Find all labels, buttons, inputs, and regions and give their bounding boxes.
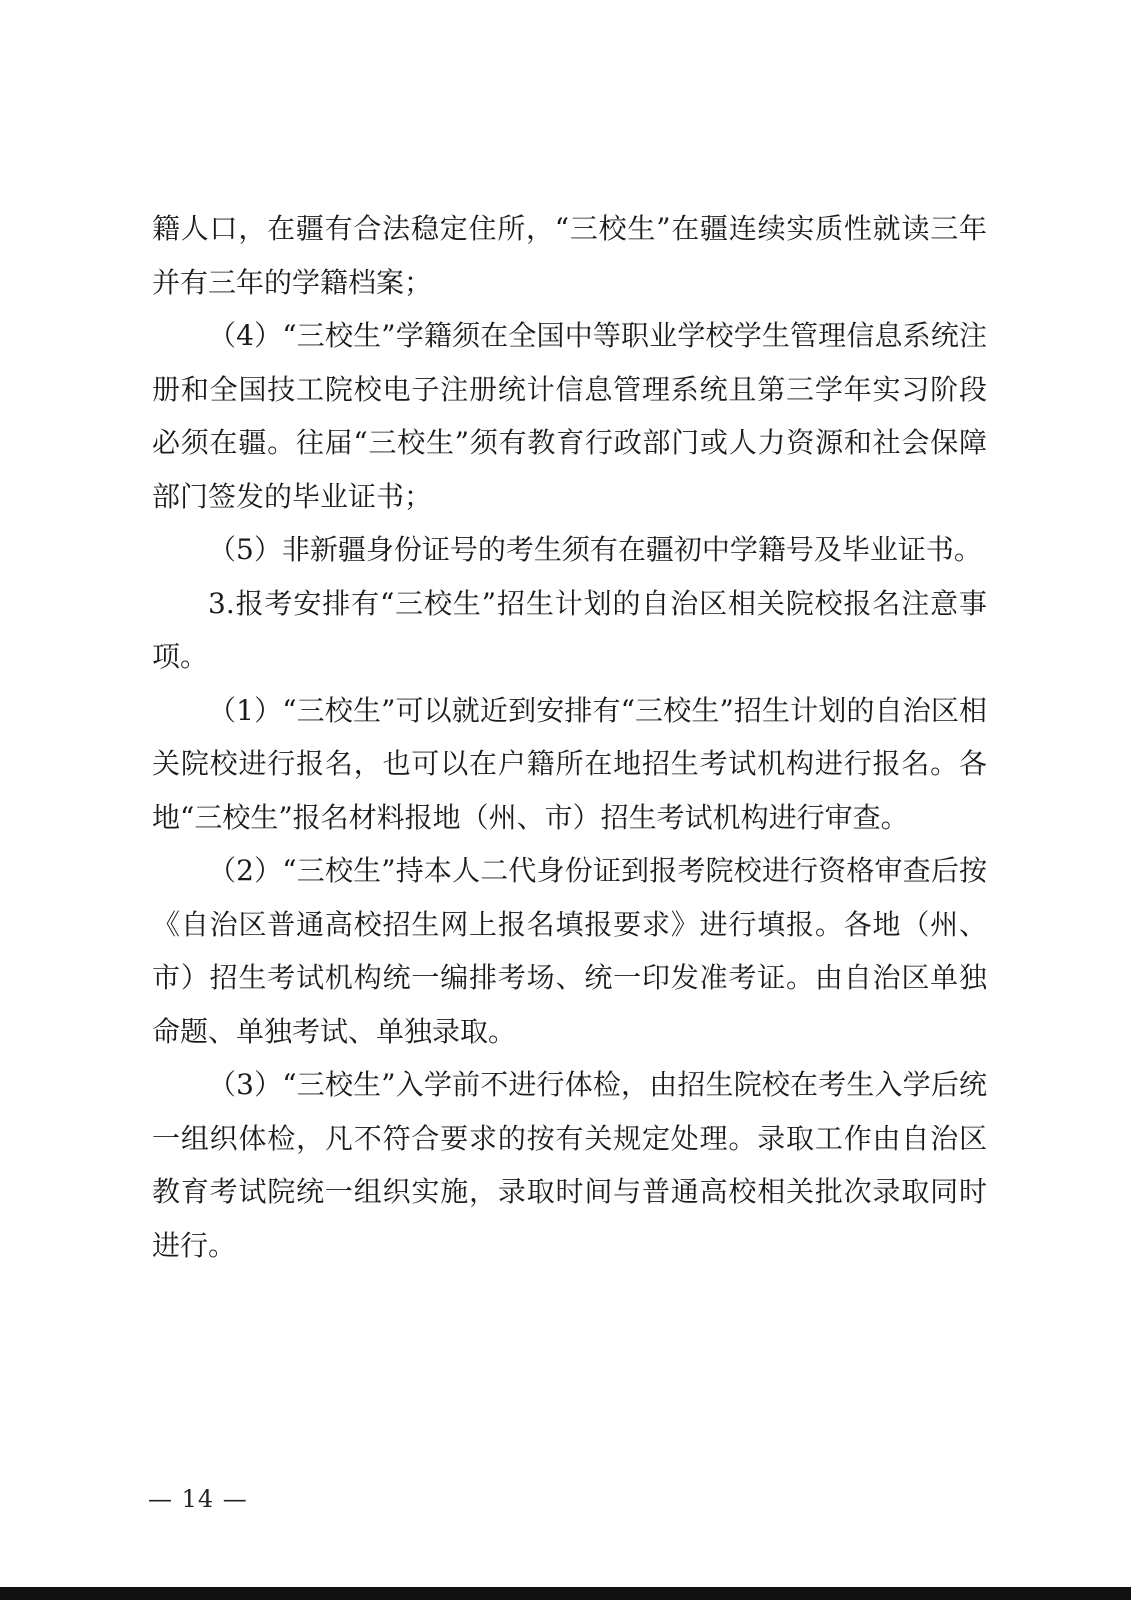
paragraph-item-4: （4）“三校生”学籍须在全国中等职业学校学生管理信息系统注册和全国技工院校电子注册统计信息管理系统且第三学年实习阶段必须在疆。往届“三校生”须有教育行政部门或人力资源和社会保障部门签发的毕业证书； — [152, 319, 987, 513]
document-body — [152, 202, 987, 1272]
paragraph-subitem-2: （2）“三校生”持本人二代身份证到报考院校进行资格审查后按《自治区普通高校招生网上报名填报要求》进行填报。各地（州、市）招生考试机构统一编排考场、统一印发准考证。由自治区单独命题、单独考试、单独录取。 — [152, 854, 987, 1048]
paragraph-continuation: 籍人口，在疆有合法稳定住所，“三校生”在疆连续实质性就读三年并有三年的学籍档案； — [152, 212, 987, 299]
paragraph-subitem-1: （1）“三校生”可以就近到安排有“三校生”招生计划的自治区相关院校进行报名，也可以在户籍所在地招生考试机构进行报名。各地“三校生”报名材料报地（州、市）招生考试机构进行审查。 — [152, 693, 987, 834]
paragraph-section-3: 3.报考安排有“三校生”招生计划的自治区相关院校报名注意事项。 — [152, 586, 987, 673]
bottom-edge-bar — [0, 1587, 1131, 1600]
paragraph-item-5: （5）非新疆身份证号的考生须有在疆初中学籍号及毕业证书。 — [208, 533, 982, 566]
paragraph-subitem-3: （3）“三校生”入学前不进行体检，由招生院校在考生入学后统一组织体检，凡不符合要求的按有关规定处理。录取工作由自治区教育考试院统一组织实施，录取时间与普通高校相关批次录取同时进行。 — [152, 1068, 987, 1262]
page-number: — 14 — — [148, 1485, 248, 1513]
